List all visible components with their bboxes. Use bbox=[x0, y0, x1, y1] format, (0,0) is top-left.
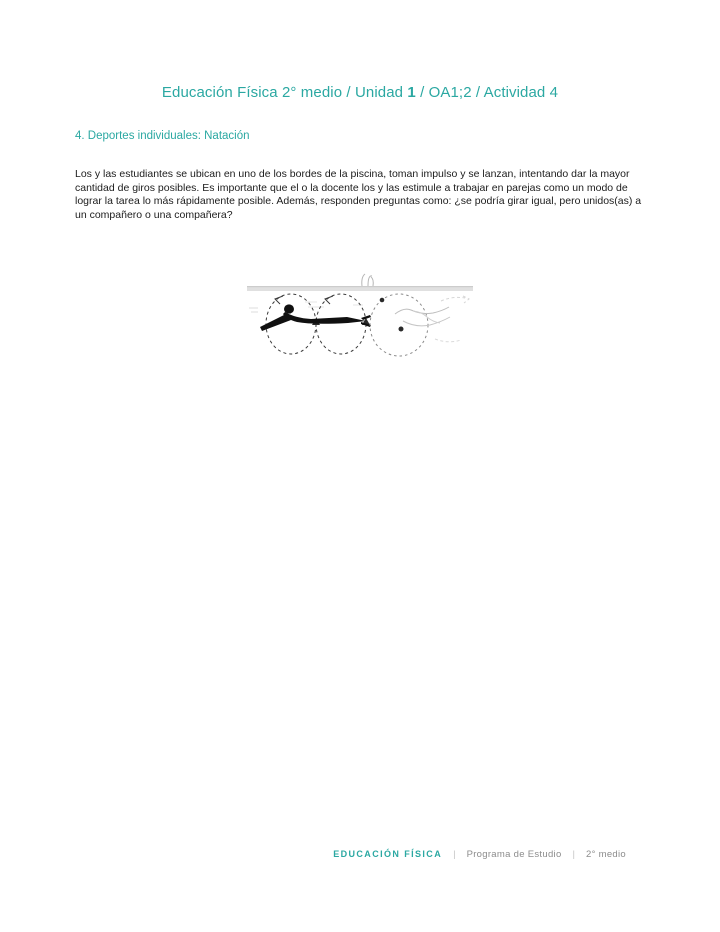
page-title-unit-number: 1 bbox=[407, 84, 416, 101]
footer-program: Programa de Estudio bbox=[466, 849, 562, 860]
pool-water-line-icon bbox=[247, 286, 473, 291]
swimmer-rotation-illustration bbox=[245, 259, 475, 367]
footer-subject: EDUCACIÓN FÍSICA bbox=[333, 849, 443, 859]
footer-grade: 2° medio bbox=[586, 849, 626, 860]
page-title-suffix: / OA1;2 / Actividad 4 bbox=[415, 84, 559, 101]
activity-description: Los y las estudiantes se ubican en uno de los bordes de la piscina, toman impulso y se lanzan, intentando dar la mayor cantidad de giros posibles. Es importante que el o la docente los y las estimule a trabajar en parejas como un modo de lograr la tarea lo más rápidamente posible. Además, responden preguntas como: ¿se podría girar igual, pero unidos(as) a un compañero o una compañera? bbox=[75, 168, 642, 221]
page-title-prefix: Educación Física 2° medio / Unidad bbox=[161, 84, 408, 101]
page-title bbox=[40, 84, 680, 101]
rotating-swimmer-sketch-icon bbox=[370, 294, 469, 356]
footer-separator: | bbox=[453, 849, 456, 860]
swimmer-silhouette-icon bbox=[260, 304, 371, 331]
activity-heading: 4. Deportes individuales: Natación bbox=[75, 130, 250, 142]
splash-icon bbox=[362, 274, 373, 286]
page-footer bbox=[333, 849, 626, 860]
footer-separator: | bbox=[572, 849, 575, 860]
swimmer-rotation-figure bbox=[0, 259, 720, 367]
